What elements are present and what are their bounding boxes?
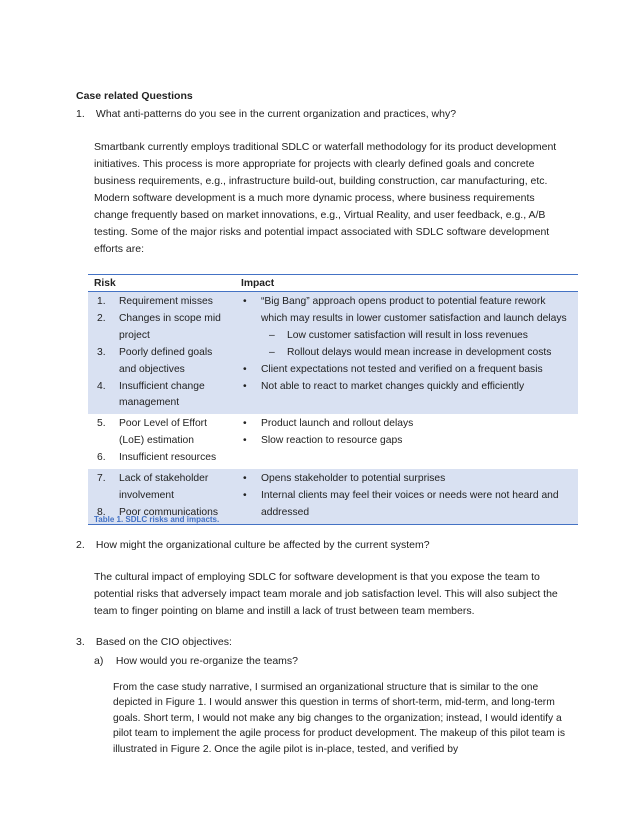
question-3 — [76, 636, 232, 648]
header-impact: Impact — [235, 275, 578, 292]
impact-item: • Not able to react to market changes quickly and efficiently — [243, 380, 525, 392]
question-2-text: How might the organizational culture be affected by the current system? — [95, 539, 430, 551]
impact-item: • Product launch and rollout delays — [243, 418, 414, 430]
table-row — [88, 414, 578, 469]
risk-item: 3. Poorly defined goals and objectives — [97, 346, 213, 375]
risk-cell — [88, 292, 235, 415]
impact-subitem: – Rollout delays would mean increase in development costs — [269, 346, 552, 358]
section-heading: Case related Questions — [76, 90, 193, 102]
risk-item: 5. Poor Level of Effort (LoE) estimation — [97, 418, 207, 447]
question-1 — [76, 108, 456, 120]
impact-cell — [235, 469, 578, 524]
question-3-text: Based on the CIO objectives: — [95, 636, 232, 648]
impact-cell — [235, 414, 578, 469]
impact-item: • Internal clients may feel their voices or needs were not heard and addressed — [243, 489, 559, 518]
header-risk: Risk — [88, 275, 235, 292]
question-3-number: 3. — [76, 636, 85, 648]
answer-1-paragraph: Smartbank currently employs traditional SDLC or waterfall methodology for its product development initiatives. This process is more appropriate for projects with clearly defined goals and concrete business requirements, e.g., infrastructure build-out, building construction, car manufacturing, etc. Modern software development is a much more dynamic process, where business requirements change frequently based on market innovations, e.g., Virtual Reality, and user feedback, e.g., A/B testing. Some of the major risks and potential impact associated with SDLC software development efforts are: — [94, 141, 557, 255]
impact-item: • Opens stakeholder to potential surprises — [243, 473, 446, 485]
question-3a — [94, 655, 298, 667]
risk-item: 1. Requirement misses — [97, 296, 213, 307]
risk-item: 4. Insufficient change management — [97, 380, 205, 409]
question-2 — [76, 539, 430, 551]
question-2-number: 2. — [76, 539, 85, 551]
impact-item: • Slow reaction to resource gaps — [243, 435, 403, 447]
table-caption: Table 1. SDLC risks and impacts. — [94, 515, 220, 524]
impact-cell — [235, 292, 578, 415]
risk-cell — [88, 414, 235, 469]
risk-item: 7. Lack of stakeholder involvement — [97, 473, 209, 501]
question-1-text: What anti-patterns do you see in the current organization and practices, why? — [95, 108, 457, 120]
answer-2-paragraph: The cultural impact of employing SDLC for software development is that you expose the team to potential risks that adversely impact team morale and job satisfaction level. This will also subject the team to finger pointing on blame and instill a lack of trust between team members. — [94, 571, 558, 617]
question-1-number: 1. — [76, 108, 85, 120]
risk-item: 2. Changes in scope mid project — [97, 312, 221, 341]
question-3a-label: a) — [94, 655, 104, 667]
question-3a-text: How would you re-organize the teams? — [115, 655, 299, 667]
impact-item: • Client expectations not tested and verified on a frequent basis — [243, 363, 543, 375]
impact-subitem: – Low customer satisfaction will result in loss revenues — [269, 329, 528, 341]
risk-item: 6. Insufficient resources — [97, 452, 217, 464]
risk-item: 8. Poor communications — [97, 506, 219, 518]
table-header-row — [88, 275, 578, 292]
risk-impact-table — [88, 274, 578, 525]
answer-3a-paragraph: From the case study narrative, I surmised an organizational structure that is similar to the one depicted in Figure 1. I would answer this question in terms of short-term, mid-term, and long-term goals. Short term, I would not make any big changes to the organization; instead, I would identify a pilot team to implement the agile process for product development. The makeup of this pilot team is illustrated in Figure 2. Once the agile pilot is in-place, tested, and verified by — [113, 682, 565, 755]
impact-item: • “Big Bang” approach opens product to potential feature rework which may results in lower customer satisfaction and launch delays — [243, 296, 567, 324]
table-row — [88, 292, 578, 415]
